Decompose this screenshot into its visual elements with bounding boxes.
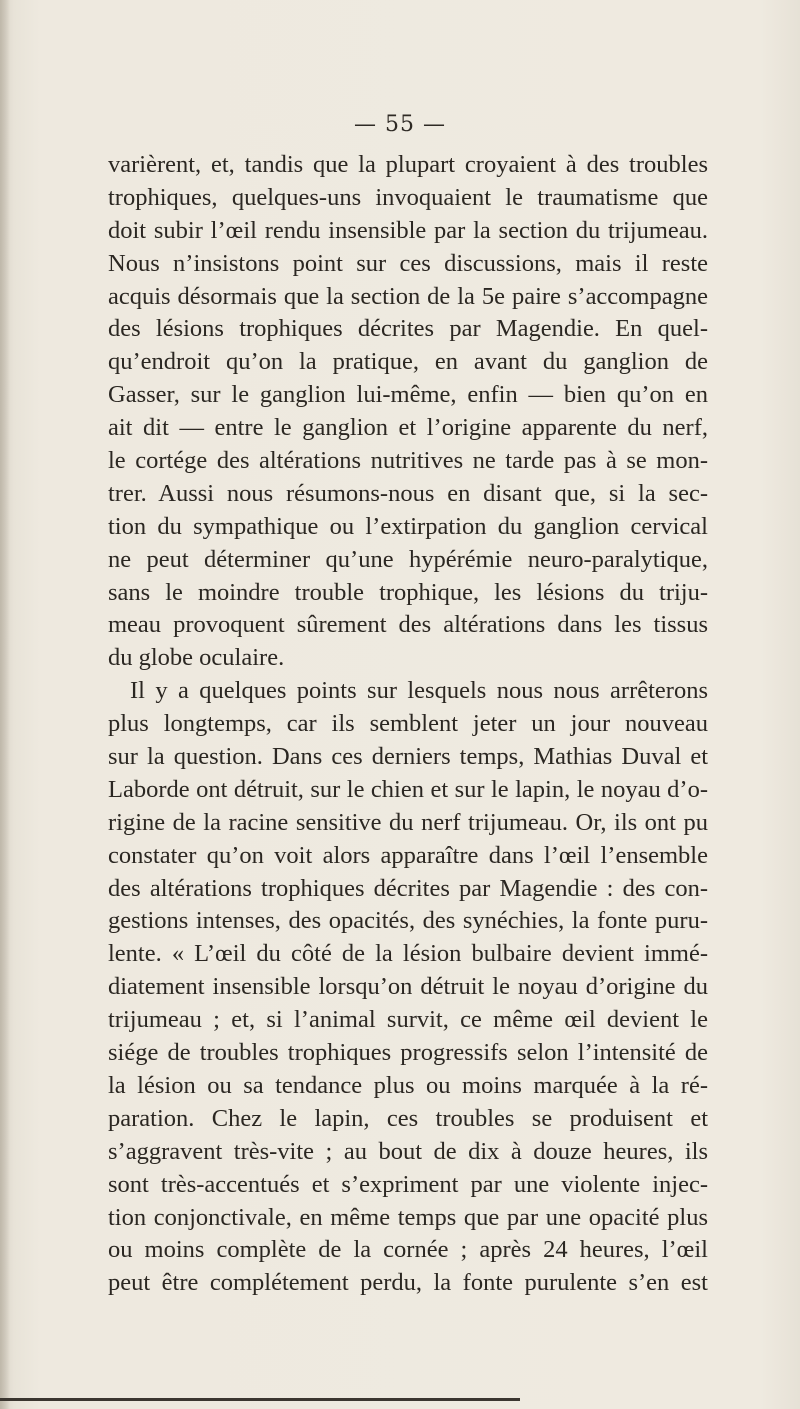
- text-line: s’aggravent très-vite ; au bout de dix à douze heures, ils: [108, 1137, 708, 1165]
- text-line: siége de troubles trophiques progressifs selon l’intensité de: [108, 1039, 708, 1067]
- text-line: peut être complétement perdu, la fonte purulente s’en est: [108, 1269, 708, 1297]
- page-number: — 55 —: [354, 112, 446, 137]
- text-line: plus longtemps, car ils semblent jeter un jour nouveau: [108, 710, 708, 738]
- text-line: rigine de la racine sensitive du nerf trijumeau. Or, ils ont pu: [108, 808, 708, 836]
- text-line: des altérations trophiques décrites par Magendie : des con-: [108, 874, 708, 902]
- text-line: gestions intenses, des opacités, des synéchies, la fonte puru-: [108, 907, 708, 935]
- text-line: Gasser, sur le ganglion lui-même, enfin — bien qu’on en: [108, 381, 708, 409]
- text-line: qu’endroit qu’on la pratique, en avant du ganglion de: [108, 348, 708, 376]
- text-line: tion du sympathique ou l’extirpation du ganglion cervical: [108, 512, 708, 540]
- text-line: ou moins complète de la cornée ; après 24 heures, l’œil: [108, 1236, 708, 1264]
- text-line: trijumeau ; et, si l’animal survit, ce même œil devient le: [108, 1006, 708, 1034]
- text-line: paration. Chez le lapin, ces troubles se produisent et: [108, 1104, 708, 1132]
- text-line: diatement insensible lorsqu’on détruit le noyau d’origine du: [108, 973, 708, 1001]
- text-line: sans le moindre trouble trophique, les lésions du triju-: [108, 578, 708, 606]
- body-text: [108, 149, 708, 1300]
- text-line: la lésion ou sa tendance plus ou moins marquée à la ré-: [108, 1071, 708, 1099]
- binding-shadow: [0, 0, 10, 1409]
- text-line: sur la question. Dans ces derniers temps, Mathias Duval et: [108, 743, 708, 771]
- text-line: ne peut déterminer qu’une hypérémie neuro-paralytique,: [108, 545, 708, 573]
- text-line: doit subir l’œil rendu insensible par la section du trijumeau.: [108, 216, 708, 244]
- text-line: trophiques, quelques-uns invoquaient le traumatisme que: [108, 183, 708, 211]
- text-line: sont très-accentués et s’expriment par une violente injec-: [108, 1170, 708, 1198]
- text-line: acquis désormais que la section de la 5e paire s’accompagne: [108, 282, 708, 310]
- text-line: varièrent, et, tandis que la plupart croyaient à des troubles: [108, 151, 708, 178]
- text-line: tion conjonctivale, en même temps que par une opacité plus: [108, 1203, 708, 1231]
- text-line: Il y a quelques points sur lesquels nous nous arrêterons: [130, 677, 708, 705]
- text-line: ait dit — entre le ganglion et l’origine apparente du nerf,: [108, 414, 708, 442]
- text-line: du globe oculaire.: [108, 644, 285, 672]
- text-line: trer. Aussi nous résumons-nous en disant que, si la sec-: [108, 479, 708, 507]
- text-line: Laborde ont détruit, sur le chien et sur le lapin, le noyau d’o-: [108, 775, 708, 803]
- text-line: constater qu’on voit alors apparaître dans l’œil l’ensemble: [108, 841, 708, 869]
- text-line: lente. « L’œil du côté de la lésion bulbaire devient immé-: [108, 940, 708, 968]
- text-line: meau provoquent sûrement des altérations dans les tissus: [108, 611, 708, 639]
- text-line: le cortége des altérations nutritives ne tarde pas à se mon-: [108, 447, 708, 475]
- text-line: Nous n’insistons point sur ces discussions, mais il reste: [108, 249, 708, 277]
- text-line: des lésions trophiques décrites par Magendie. En quel-: [108, 315, 708, 343]
- bottom-edge-rule: [0, 1398, 520, 1401]
